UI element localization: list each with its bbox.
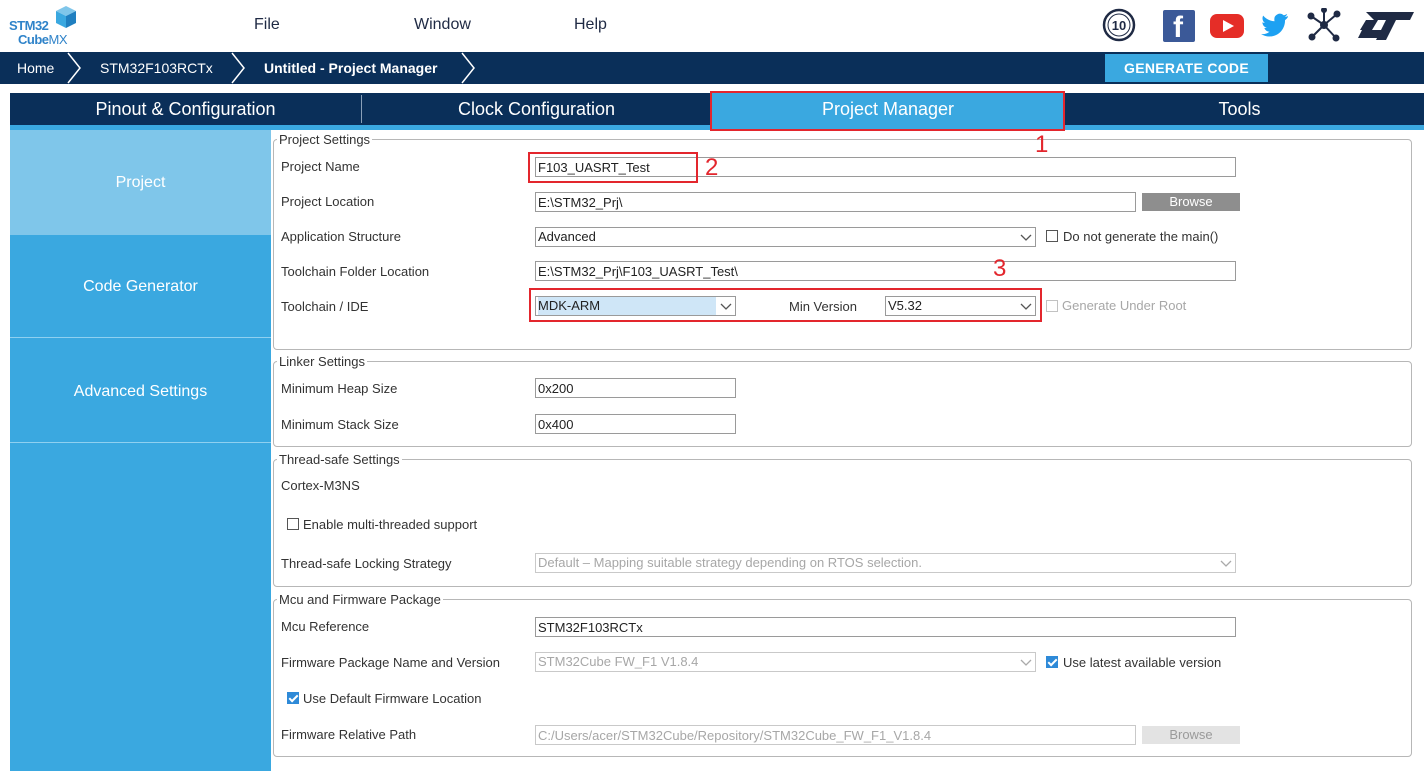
do-not-generate-main-checkbox[interactable] <box>1046 230 1058 242</box>
sidebar-item-project[interactable]: Project <box>10 130 271 235</box>
project-name-label: Project Name <box>281 159 360 174</box>
annotation-number-2: 2 <box>705 154 719 181</box>
twitter-icon[interactable] <box>1257 8 1291 42</box>
locking-strategy-label: Thread-safe Locking Strategy <box>281 556 452 571</box>
top-menu-bar <box>0 0 1424 52</box>
generate-under-root-checkbox[interactable] <box>1046 300 1058 312</box>
core-name-label: Cortex-M3NS <box>281 478 360 493</box>
use-default-firmware-location-checkbox[interactable] <box>287 692 299 704</box>
toolchain-ide-value: MDK-ARM <box>538 297 716 315</box>
facebook-icon[interactable] <box>1163 10 1195 42</box>
annotation-box-2 <box>528 152 698 183</box>
do-not-generate-main-label: Do not generate the main() <box>1063 229 1219 244</box>
locking-strategy-select[interactable] <box>535 553 1236 573</box>
toolchain-ide-label: Toolchain / IDE <box>281 299 369 314</box>
project-settings-legend: Project Settings <box>279 132 371 147</box>
heap-size-label: Minimum Heap Size <box>281 381 398 396</box>
application-structure-select[interactable] <box>535 227 1036 247</box>
tab-tools[interactable]: Tools <box>1218 99 1261 119</box>
anniversary-10-badge-icon[interactable] <box>1102 8 1136 42</box>
stm32cubemx-logo <box>8 5 80 49</box>
breadcrumb-chevron-icon <box>460 52 476 84</box>
breadcrumb-chevron-icon <box>230 52 246 84</box>
application-structure-label: Application Structure <box>281 229 401 244</box>
firmware-package-value: STM32Cube FW_F1 V1.8.4 <box>538 654 699 669</box>
project-location-browse-button[interactable]: Browse <box>1142 193 1240 211</box>
firmware-path-browse-button[interactable]: Browse <box>1142 726 1240 744</box>
use-latest-version-checkbox[interactable] <box>1046 656 1058 668</box>
logo-word-mx: MX <box>48 32 67 47</box>
mcu-reference-input[interactable] <box>535 617 1236 637</box>
logo-word-cube: Cube <box>18 32 49 47</box>
mcu-reference-label: Mcu Reference <box>281 619 370 634</box>
chevron-down-icon <box>1020 656 1032 668</box>
breadcrumb-mcu[interactable]: STM32F103RCTx <box>100 60 213 76</box>
menu-window[interactable]: Window <box>414 16 471 33</box>
logo-line-2 <box>18 32 67 47</box>
menu-file[interactable]: File <box>254 16 280 33</box>
annotation-box-3 <box>529 288 1042 322</box>
min-version-label: Min Version <box>789 299 857 314</box>
annotation-number-1: 1 <box>1035 131 1049 158</box>
tab-project-manager[interactable]: Project Manager <box>711 93 1065 125</box>
toolchain-folder-label: Toolchain Folder Location <box>281 264 430 279</box>
multi-threaded-checkbox[interactable] <box>287 518 299 530</box>
project-location-label: Project Location <box>281 194 375 209</box>
linker-settings-legend: Linker Settings <box>279 354 365 369</box>
chevron-down-icon <box>1020 231 1032 243</box>
sidebar-item-code-generator[interactable]: Code Generator <box>83 278 198 295</box>
min-version-value: V5.32 <box>888 298 922 313</box>
chevron-down-icon <box>1220 557 1232 569</box>
heap-size-input[interactable] <box>535 378 736 398</box>
firmware-path-label: Firmware Relative Path <box>281 727 417 742</box>
left-sidebar <box>10 130 271 771</box>
mcu-firmware-legend: Mcu and Firmware Package <box>279 592 441 607</box>
breadcrumb-current: Untitled - Project Manager <box>264 60 438 76</box>
firmware-package-select[interactable] <box>535 652 1036 672</box>
thread-safe-settings-legend: Thread-safe Settings <box>279 452 400 467</box>
use-latest-version-label: Use latest available version <box>1063 655 1222 670</box>
network-icon[interactable] <box>1306 8 1342 42</box>
linker-settings-group <box>273 354 1412 447</box>
application-structure-value: Advanced <box>538 229 596 244</box>
facebook-glyph: f <box>1173 11 1183 44</box>
logo-line-1: STM32 <box>9 18 49 33</box>
locking-strategy-value: Default – Mapping suitable strategy depending on RTOS selection. <box>538 555 922 570</box>
menu-help[interactable]: Help <box>574 16 607 33</box>
generate-under-root-label: Generate Under Root <box>1062 298 1187 313</box>
toolchain-folder-input[interactable] <box>535 261 1236 281</box>
annotation-box-1 <box>710 91 1065 131</box>
tab-clock-configuration[interactable]: Clock Configuration <box>457 99 616 119</box>
tab-pinout-configuration[interactable]: Pinout & Configuration <box>95 99 276 119</box>
breadcrumb-home[interactable]: Home <box>17 60 55 76</box>
generate-code-button[interactable]: GENERATE CODE <box>1105 54 1268 82</box>
stack-size-input[interactable] <box>535 414 736 434</box>
sidebar-item-advanced-settings[interactable]: Advanced Settings <box>73 383 208 400</box>
project-location-input[interactable] <box>535 192 1136 212</box>
sidebar-divider <box>10 442 271 443</box>
annotation-number-3: 3 <box>993 255 1007 282</box>
st-logo-icon[interactable] <box>1356 8 1416 42</box>
breadcrumb-chevron-icon <box>66 52 82 84</box>
youtube-icon[interactable] <box>1210 14 1244 38</box>
multi-threaded-label: Enable multi-threaded support <box>303 517 478 532</box>
use-default-firmware-location-label: Use Default Firmware Location <box>303 691 482 706</box>
firmware-package-label: Firmware Package Name and Version <box>281 655 500 670</box>
firmware-path-input[interactable] <box>535 725 1136 745</box>
svg-text:10: 10 <box>1111 18 1127 33</box>
stack-size-label: Minimum Stack Size <box>281 417 399 432</box>
